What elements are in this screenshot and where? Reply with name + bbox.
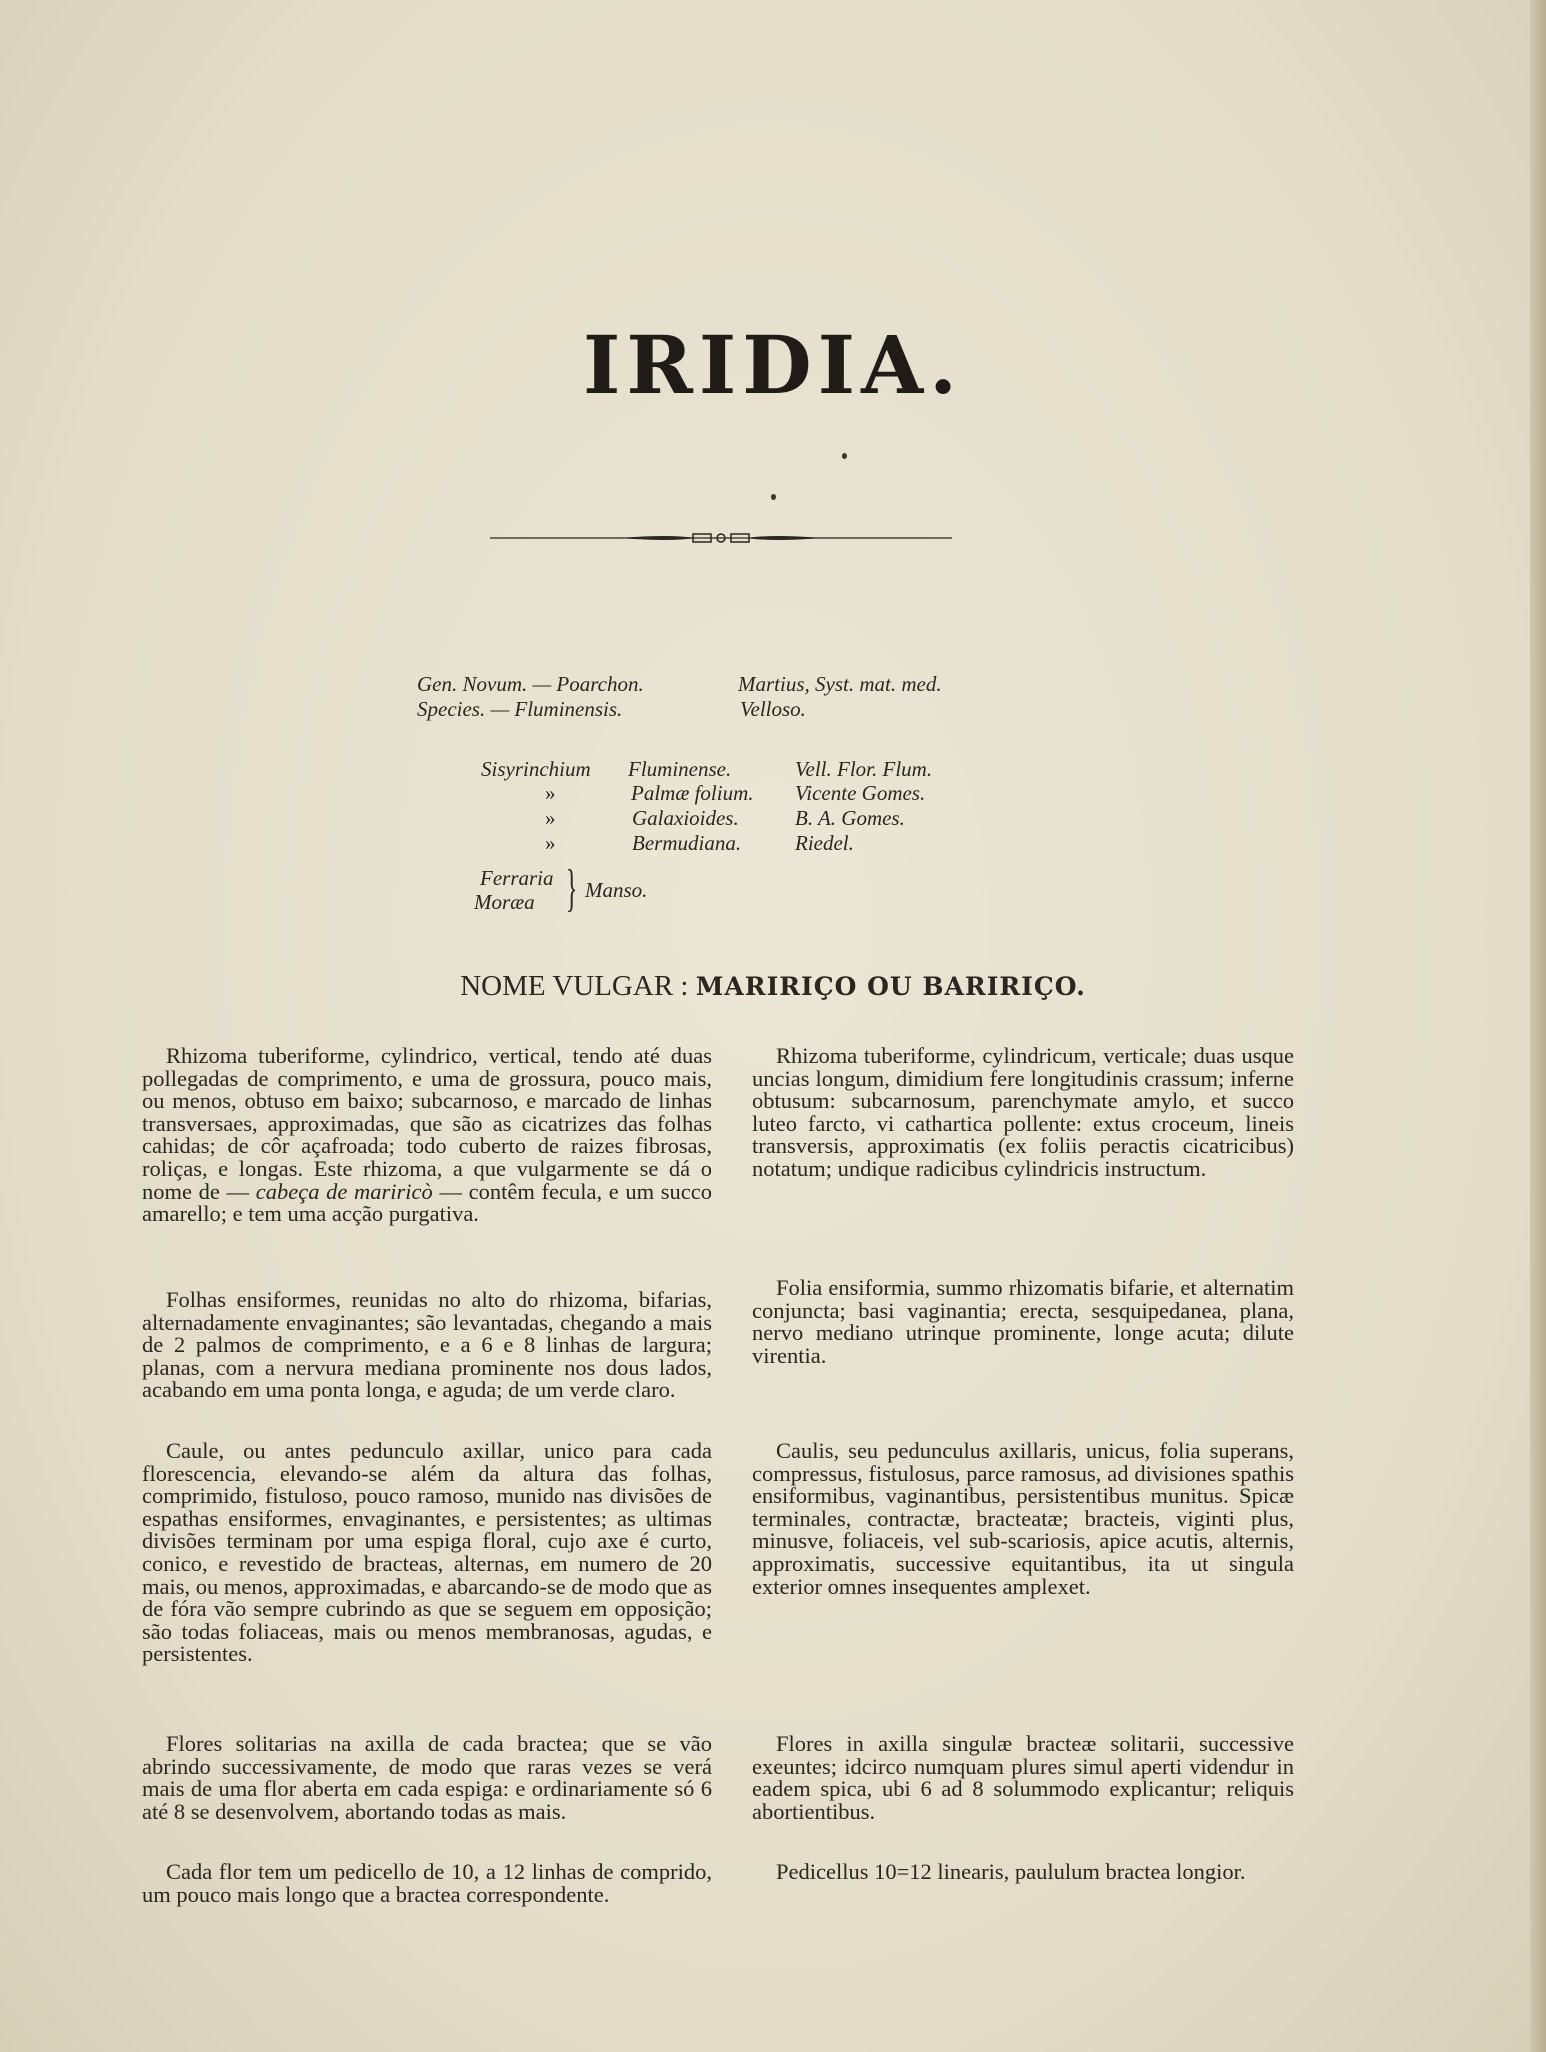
common-name-value: MARIRIÇO OU BARIRIÇO. xyxy=(695,972,1086,1001)
synonym-species: Bermudiana. xyxy=(632,831,742,855)
latin-paragraph-2: Folia ensiformia, summo rhizomatis bifarie, et alternatim conjuncta; basi vaginantia; erecta, sesquipedanea, plana, nervo mediano utrinque prominente, longe acuta; dilute virentia. xyxy=(752,1275,1294,1368)
synonym-author: Vell. Flor. Flum. xyxy=(795,757,933,781)
page-title: IRIDIA. xyxy=(582,318,964,412)
reference-genus: Gen. Novum. — Poarchon. xyxy=(417,672,644,696)
portuguese-paragraph-3: Caule, ou antes pedunculo axillar, unico para cada florescencia, elevando-se além da altura das folhas, comprimido, fistuloso, pouco ramoso, munido nas divisões de espathas ensiformes, envaginantes, e persistentes; as ultimas divisões terminam por uma espiga floral, cujo axe é curto, conico, e revestido de bracteas, alternas, em numero de 20 mais, ou menos, approximadas, e abarcando-se de modo que as de fóra vão sempre cubrindo as que se seguem em opposição; são todas foliaceas, mais ou menos membranosas, agudas, e persistentes. xyxy=(142,1438,712,1667)
reference-species: Species. — Fluminensis. xyxy=(417,697,623,721)
synonym-species: Fluminense. xyxy=(628,757,732,781)
synonym-author: Manso. xyxy=(585,878,648,902)
reference-author: Martius, Syst. mat. med. xyxy=(738,672,942,696)
synonym-ditto: » xyxy=(545,781,556,805)
brace-symbol: } xyxy=(566,860,578,917)
portuguese-paragraph-2: Folhas ensiformes, reunidas no alto do rhizoma, bifarias, alternadamente envaginantes; são levantadas, chegando a mais de 2 palmos de comprimento, e a 6 e 8 linhas de largura; planas, com a nervura mediana prominente nos dous lados, acabando em uma ponta longa, e aguda; de um verde claro. xyxy=(142,1287,712,1403)
synonym-genus: Ferraria xyxy=(480,866,554,890)
common-name-label: NOME VULGAR : xyxy=(460,970,689,1002)
common-name-heading xyxy=(0,970,1546,1003)
latin-paragraph-4: Flores in axilla singulæ bracteæ solitarii, successive exeuntes; idcirco numquam plures simul aperti videndur in eadem spica, ubi 6 ad 8 solummodo explicantur; reliquis abortientibus. xyxy=(752,1731,1294,1824)
synonym-author: Vicente Gomes. xyxy=(795,781,926,805)
synonym-genus: Sisyrinchium xyxy=(481,757,591,781)
portuguese-paragraph-5: Cada flor tem um pedicello de 10, a 12 linhas de comprido, um pouco mais longo que a bractea correspondente. xyxy=(142,1859,712,1907)
portuguese-paragraph-4: Flores solitarias na axilla de cada bractea; que se vão abrindo successivamente, de modo que raras vezes se verá mais de uma flor aberta em cada espiga: e ordinariamente só 6 até 8 se desenvolvem, abortando todas as mais. xyxy=(142,1731,712,1824)
portuguese-paragraph-1: Rhizoma tuberiforme, cylindrico, vertical, tendo até duas pollegadas de comprimento, e uma de grossura, pouco mais, ou menos, obtuso em baixo; subcarnoso, e marcado de linhas transversaes, approximadas, que são as cicatrizes das folhas cahidas; de côr açafroada; todo cuberto de raizes fibrosas, roliças, e longas. Este rhizoma, a que vulgarmente se dá o nome de — cabeça de mariricò — contêm fecula, e um succo amarello; e tem uma acção purgativa. xyxy=(142,1043,713,1227)
synonym-author: Riedel. xyxy=(795,831,854,855)
synonym-species: Palmæ folium. xyxy=(631,781,754,805)
ink-dot xyxy=(842,453,847,459)
latin-paragraph-1: Rhizoma tuberiforme, cylindricum, verticale; duas usque uncias longum, dimidium fere longitudinis crassum; inferne obtusum: subcarnosum, parenchymate amylo, et succo luteo farcto, vi cathartica pollente: extus croceum, lineis transversis, approximatis (ex foliis peractis cicatricibus) notatum; undique radicibus cylindricis instructum. xyxy=(752,1043,1294,1181)
page-edge xyxy=(1530,0,1546,2052)
ink-dot xyxy=(771,494,776,500)
synonym-species: Galaxioides. xyxy=(632,806,739,830)
ornamental-rule xyxy=(490,530,952,546)
synonym-ditto: » xyxy=(545,831,556,855)
reference-author: Velloso. xyxy=(740,697,806,721)
synonym-author: B. A. Gomes. xyxy=(795,806,905,830)
latin-paragraph-5: Pedicellus 10=12 linearis, paululum bractea longior. xyxy=(776,1859,1246,1884)
synonym-ditto: » xyxy=(545,806,556,830)
latin-paragraph-3: Caulis, seu pedunculus axillaris, unicus, folia superans, compressus, fistulosus, parce ramosus, ad divisiones spathis ensiformibus, vaginantibus, persistentibus munitus. Spicæ terminales, contractæ, bracteatæ; bracteis, viginti plus, minusve, foliaceis, vel sub-scariosis, apice acutis, alternis, approximatis, successive equitantibus, ita ut singula exterior omnes insequentes amplexet. xyxy=(752,1438,1294,1599)
synonym-genus: Moræa xyxy=(474,890,535,914)
